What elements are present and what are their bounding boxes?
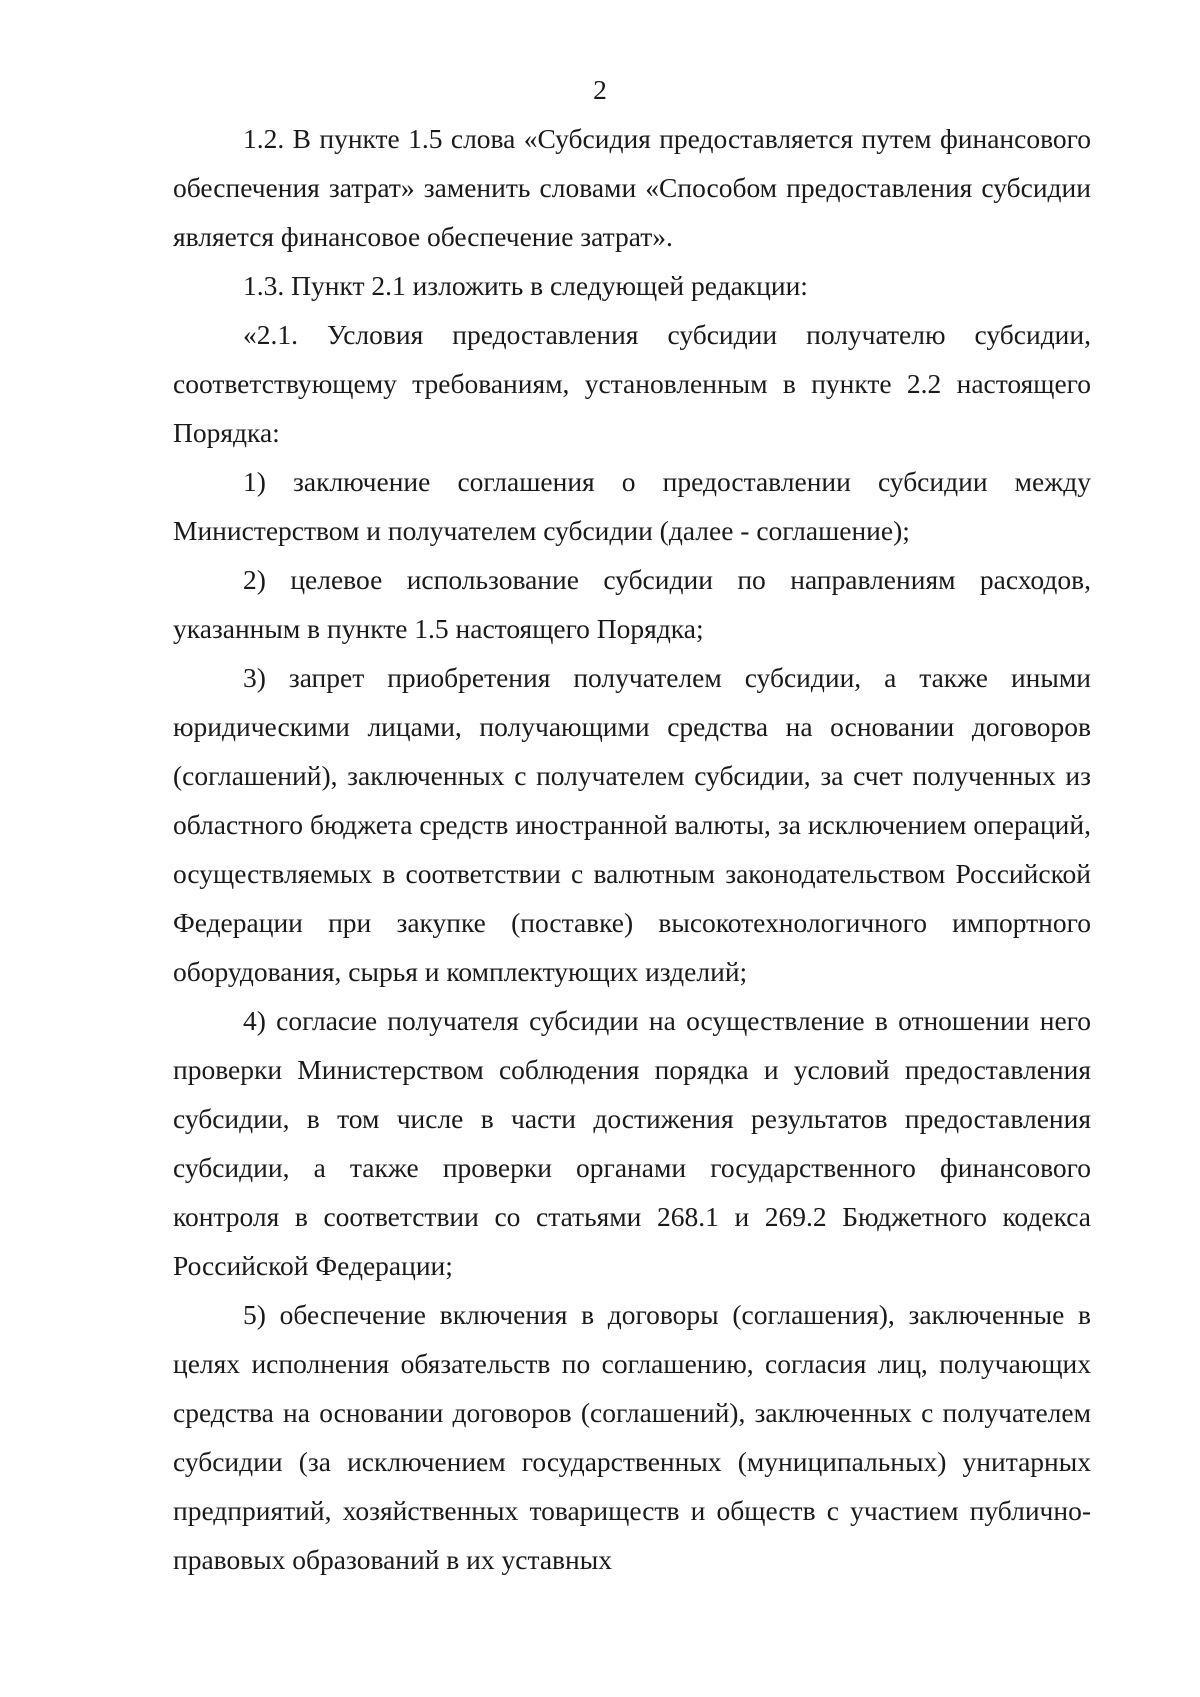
document-body xyxy=(173,114,1091,1584)
list-item-4: 4) согласие получателя субсидии на осуществление в отношении него проверки Министерством соблюдения порядка и условий предоставления субсидии, в том числе в части достижения результатов предоставления субсидии, а также проверки органами государственного финансового контроля в соответствии со статьями 268.1 и 269.2 Бюджетного кодекса Российской Федерации; xyxy=(173,1005,1091,1281)
list-item-3: 3) запрет приобретения получателем субсидии, а также иными юридическими лицами, получающими средства на основании договоров (соглашений), заключенных с получателем субсидии, за счет полученных из областного бюджета средств иностранной валюты, за исключением операций, осуществляемых в соответствии с валютным законодательством Российской Федерации при закупке (поставке) высокотехнологичного импортного оборудования, сырья и комплектующих изделий; xyxy=(173,662,1091,987)
paragraph-1-3: 1.3. Пункт 2.1 изложить в следующей редакции: xyxy=(243,270,808,301)
list-item-1: 1) заключение соглашения о предоставлении субсидии между Министерством и получателем субсидии (далее - соглашение); xyxy=(173,466,1091,546)
list-item-2: 2) целевое использование субсидии по направлениям расходов, указанным в пункте 1.5 настоящего Порядка; xyxy=(173,564,1091,644)
list-item-5: 5) обеспечение включения в договоры (соглашения), заключенные в целях исполнения обязательств по соглашению, согласия лиц, получающих средства на основании договоров (соглашений), заключенных с получателем субсидии (за исключением государственных (муниципальных) унитарных предприятий, хозяйственных товариществ и обществ с участием публично-правовых образований в их уставных xyxy=(173,1299,1091,1575)
page-number: 2 xyxy=(593,74,607,105)
paragraph-1-2: 1.2. В пункте 1.5 слова «Субсидия предоставляется путем финансового обеспечения затрат» заменить словами «Способом предоставления субсидии является финансовое обеспечение затрат». xyxy=(173,123,1091,252)
paragraph-2-1: «2.1. Условия предоставления субсидии получателю субсидии, соответствующему требованиям, установленным в пункте 2.2 настоящего Порядка: xyxy=(173,319,1091,448)
